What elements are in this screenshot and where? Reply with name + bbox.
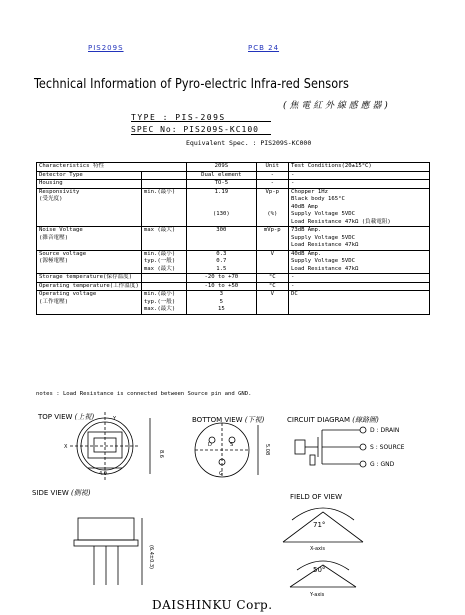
fov-x-angle: 71°: [313, 521, 326, 529]
table-cell-cond: Chopper 1Hz: [288, 188, 429, 196]
title-handwritten-note: ( 焦 電 紅 外 線 感 應 器 ): [283, 101, 388, 111]
table-cell-cond: -: [288, 171, 429, 180]
table-cell-cond: Supply Voltage 5VDC: [288, 235, 429, 243]
table-cell-cond: Supply Voltage 5VDC: [288, 258, 429, 266]
table-cell-cond: 40dB Amp.: [288, 250, 429, 258]
table-header-cell: Characteristics 特性: [37, 163, 187, 172]
table-cell-char: Noise Voltage: [37, 227, 142, 235]
table-cell-value: -10 to +50: [187, 282, 256, 291]
circuit-diagram-label: CIRCUIT DIAGRAM (線路圖): [287, 416, 379, 424]
table-cell-cond: 40dB Amp: [288, 204, 429, 212]
pin-g-label: G: [219, 471, 223, 477]
table-cell-char: (雜音電壓): [37, 235, 142, 243]
table-cell-unit: (%): [256, 211, 288, 219]
table-header-cell: Test Conditions(20±15°C): [288, 163, 429, 172]
table-cell-value: 5: [187, 299, 256, 307]
spec-line: SPEC No: PIS209S-KC100: [131, 125, 259, 134]
header-page-ref: PCB 24: [248, 44, 280, 52]
notes: notes : Load Resistance is connected between Source pin and GND.: [36, 391, 252, 397]
fov-x-arc: [292, 508, 354, 520]
table-cell-level: min.(最小): [141, 188, 186, 196]
table-cell-unit: V: [256, 291, 288, 299]
table-cell-level: max (最大): [141, 266, 186, 274]
gate-resistor: [310, 455, 315, 465]
table-cell-cond: Load Resistance 47kΩ: [288, 242, 429, 250]
source-terminal: [360, 444, 366, 450]
pin-d-label: D: [208, 442, 212, 448]
fov-x-axis: X-axis: [310, 546, 325, 552]
top-x-label: X: [64, 444, 68, 450]
table-cell-value: 0.7: [187, 258, 256, 266]
table-cell-value: 300: [187, 227, 256, 235]
table-cell-value: -20 to +70: [187, 274, 256, 283]
table-cell-level: min.(最小): [141, 250, 186, 258]
top-y-label: Y: [113, 416, 117, 422]
table-cell-unit: mVp-p: [256, 227, 288, 235]
top-view-label: TOP VIEW (上視): [38, 413, 95, 421]
sensor-element: [295, 440, 305, 454]
table-cell-unit: Vp-p: [256, 188, 288, 196]
table-header-cell: Unit: [256, 163, 288, 172]
side-body: [78, 518, 134, 540]
table-cell-value: 15: [187, 306, 256, 314]
side-flange: [74, 540, 138, 546]
table-cell-cond: Supply Voltage 5VDC: [288, 211, 429, 219]
table-cell-unit: °C: [256, 282, 288, 291]
table-cell-cond: -: [288, 180, 429, 189]
bottom-view-label: BOTTOM VIEW (下視): [192, 416, 265, 424]
fov-y-angle: 50°: [313, 566, 326, 574]
header-doc-id: PIS209S: [88, 44, 124, 52]
drain-terminal: [360, 427, 366, 433]
circuit-drawing: [295, 427, 366, 467]
document-title: Technical Information of Pyro-electric Infra-red Sensors: [34, 76, 349, 92]
table-cell-cond: Load Resistance 47kΩ: [288, 266, 429, 274]
pin-s-label: S: [230, 442, 234, 448]
table-cell-value: 3: [187, 291, 256, 299]
pitch-dim: 5.08: [264, 444, 270, 456]
table-cell-char: Source voltage: [37, 250, 142, 258]
table-cell-char: Operating temperature(工作溫度): [37, 282, 142, 291]
pin-source-label: S : SOURCE: [370, 444, 405, 451]
table-cell-unit: V: [256, 250, 288, 258]
table-cell-cond: -: [288, 274, 429, 283]
dia-dim: 8.6: [158, 450, 164, 458]
table-cell-value: TO-5: [187, 180, 256, 189]
table-cell-value: (130): [187, 211, 256, 219]
bottom-view-drawing: [195, 423, 258, 477]
table-cell-char: (工作電壓): [37, 299, 142, 307]
table-cell-char: (受光度): [37, 196, 142, 204]
table-cell-char: Operating voltage: [37, 291, 142, 299]
equivalent-spec: Equivalent Spec. : PIS209S-KC000: [186, 139, 312, 147]
table-cell-char: (源極電壓): [37, 258, 142, 266]
table-cell-value: Dual element: [187, 171, 256, 180]
table-cell-cond: 73dB Amp.: [288, 227, 429, 235]
table-cell-char: Housing: [37, 180, 142, 189]
table-cell-value: 1.19: [187, 188, 256, 196]
table-cell-level: max (最大): [141, 227, 186, 235]
table-cell-level: typ.(一般): [141, 299, 186, 307]
table-cell-cond: Load Resistance 47kΩ (負載電阻): [288, 219, 429, 227]
table-cell-unit: °C: [256, 274, 288, 283]
company-name: DAISHINKU Corp.: [152, 598, 273, 612]
field-of-view-label: FIELD OF VIEW: [290, 493, 342, 501]
pin-drain-label: D : DRAIN: [370, 427, 400, 434]
top-view-drawing: [70, 412, 150, 480]
gnd-terminal: [360, 461, 366, 467]
table-cell-level: min.(最小): [141, 291, 186, 299]
window-dim: 4.0: [99, 471, 107, 477]
table-cell-value: 1.5: [187, 266, 256, 274]
length-dim: (6.4±0.3): [148, 545, 154, 569]
fov-y-axis: Y-axis: [310, 592, 325, 598]
table-cell-char: Detector Type: [37, 171, 142, 180]
table-cell-cond: -: [288, 282, 429, 291]
pin-gnd-label: G : GND: [370, 461, 395, 468]
table-cell-unit: -: [256, 171, 288, 180]
type-line: TYPE : PIS-209S: [131, 113, 226, 122]
table-header-cell: 209S: [187, 163, 256, 172]
table-cell-level: max.(最大): [141, 306, 186, 314]
table-cell-cond: DC: [288, 291, 429, 299]
table-cell-char: Storage temperature(保存溫度): [37, 274, 142, 283]
table-cell-char: Responsivity: [37, 188, 142, 196]
table-cell-cond: Black body 165°C: [288, 196, 429, 204]
side-view-drawing: [74, 518, 142, 585]
side-view-label: SIDE VIEW (側視): [32, 489, 91, 497]
table-cell-level: typ.(一般): [141, 258, 186, 266]
table-cell-unit: -: [256, 180, 288, 189]
table-cell-value: 0.3: [187, 250, 256, 258]
